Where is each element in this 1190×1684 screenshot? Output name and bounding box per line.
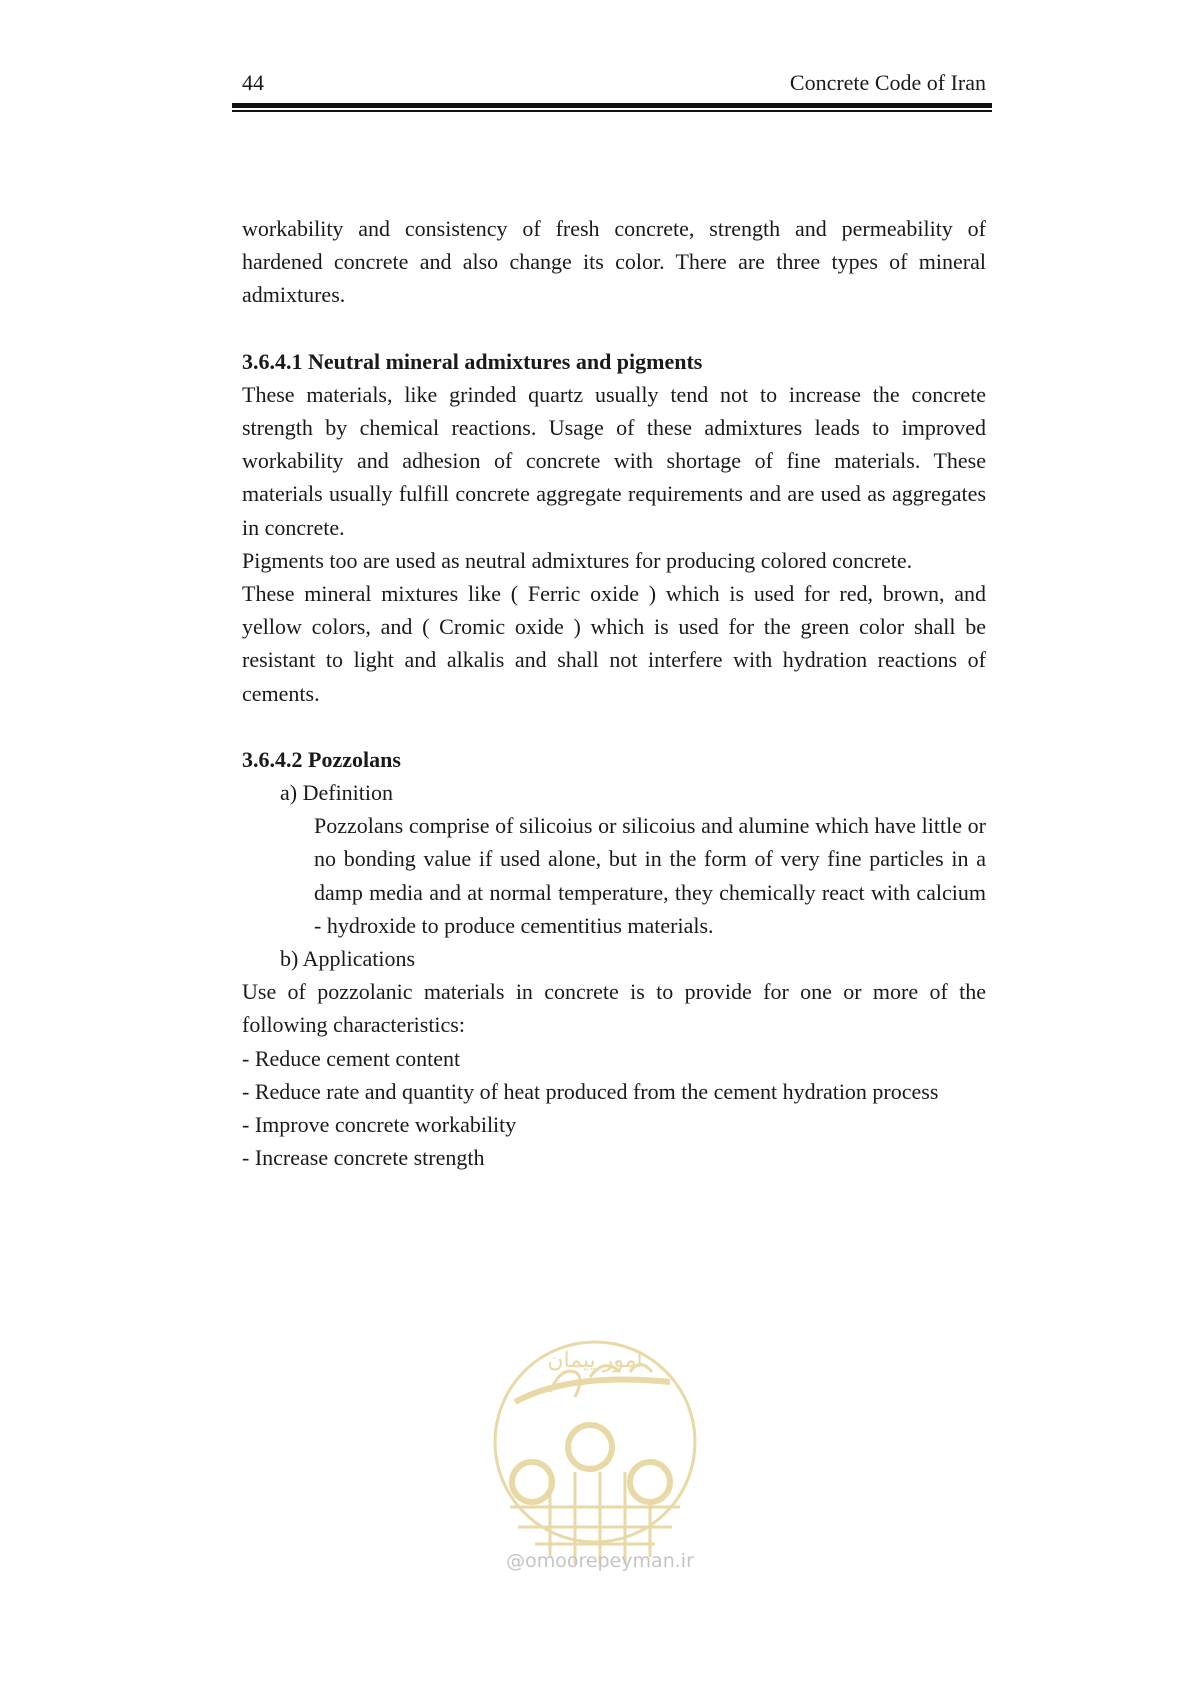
section-heading-neutral: 3.6.4.1 Neutral mineral admixtures and pigments [242,348,703,374]
item-a-text: Pozzolans comprise of silicoius or silicoius and alumine which have little or no bonding value if used alone, but in the form of very fine particles in a damp media and at normal temperature, they chemically react with calcium - hydroxide to produce cementitius materials. [314,813,986,938]
bullet-item: - Increase concrete strength [242,1145,485,1171]
page-number: 44 [242,70,264,95]
bullet-item: - Improve concrete workability [242,1112,517,1138]
watermark-logo-text: امور پیمان [547,1348,643,1373]
bullet-item: - Reduce rate and quantity of heat produced from the cement hydration process [242,1078,939,1104]
section-heading-pozzolans: 3.6.4.2 Pozzolans [242,746,401,772]
header-rule-thin [232,110,992,112]
at-icon: @ [506,1550,526,1572]
watermark-caption: @omoorepeyman.ir [506,1550,694,1572]
neutral-paragraph-3: These mineral mixtures like ( Ferric oxide ) which is used for red, brown, and yellow colors, and ( Cromic oxide ) which is used for the green color shall be resistant to light and alkalis and shall not interfere with hydration reactions of cements. [242,581,986,706]
bullet-item: - Reduce cement content [242,1045,461,1071]
body-text [242,212,986,1174]
neutral-paragraph-2: Pigments too are used as neutral admixtures for producing colored concrete. [242,547,913,573]
item-a-label: a) Definition [280,780,394,806]
running-title: Concrete Code of Iran [789,70,986,95]
applications-intro: Use of pozzolanic materials in concrete is to provide for one or more of the following characteristics: [242,979,986,1038]
page-header [232,70,992,100]
item-b-label: b) Applications [280,946,416,972]
neutral-paragraph-1: These materials, like grinded quartz usually tend not to increase the concrete strength by chemical reactions. Usage of these admixtures leads to improved workability and adhesion of concrete with shortage of fine materials. These materials usually fulfill concrete aggregate requirements and are used as aggregates in concrete. [242,381,986,540]
intro-paragraph: workability and consistency of fresh concrete, strength and permeability of hardened concrete and also change its color. There are three types of mineral admixtures. [242,216,986,308]
header-rule-thick [232,103,992,108]
watermark-logo [490,1332,700,1582]
